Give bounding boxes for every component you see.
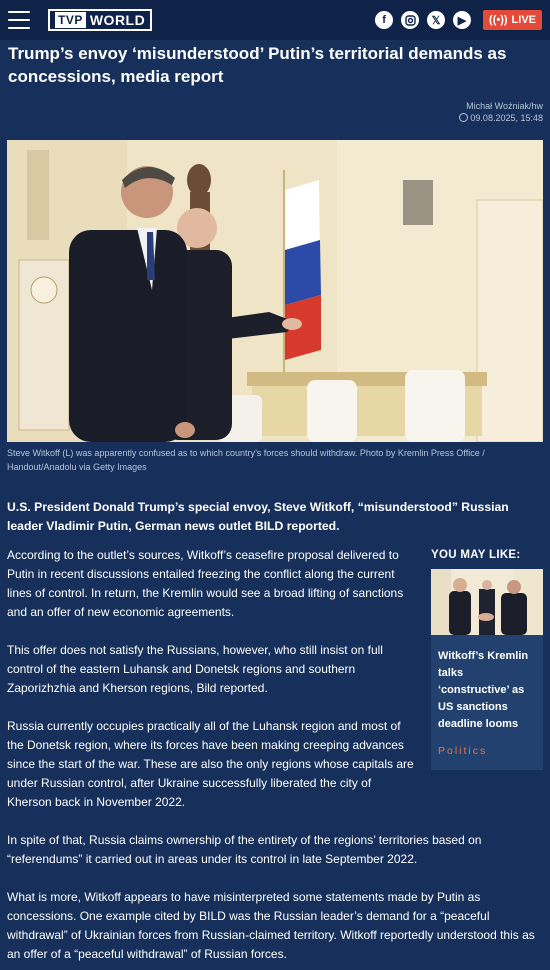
article-lead: U.S. President Donald Trump’s special envoy, Steve Witkoff, “misunderstood” Russian leader Vladimir Putin, German news outlet BILD reported. (7, 500, 509, 533)
site-logo[interactable] (48, 9, 152, 31)
you-may-like-title: YOU MAY LIKE: (431, 549, 521, 561)
paragraph: This offer does not satisfy the Russians, however, who still insist on full control of the eastern Luhansk and Donetsk regions and southern Zaporizhzhia and Kherson regions, Bild reported. (7, 643, 383, 695)
paragraph: In spite of that, Russia claims ownership of the entirety of the regions’ territories based on “referendums” it carried out in areas under its control in late September 2022. (7, 833, 482, 866)
social-links (375, 10, 542, 30)
paragraph: What is more, Witkoff appears to have misinterpreted some statements made by Putin as concessions. One example cited by BILD was the Russian leader’s demand for a “peaceful withdrawal” of Ukrainian forces from Russian-claimed territory. Witkoff reportedly understood this as an offer of a “peaceful withdrawal” of Russian forces. (7, 890, 535, 961)
broadcast-icon: ((•)) (489, 14, 508, 26)
x-icon[interactable]: 𝕏 (427, 11, 445, 29)
photo-caption: Steve Witkoff (L) was apparently confused as to which country’s forces should withdraw. Photo by Kremlin Press Office / Handout/Anadolu via Getty Images (7, 448, 485, 472)
live-label: LIVE (511, 14, 536, 26)
paragraph: Russia currently occupies practically all of the Luhansk region and most of the Donetsk region, where its forces have been making creeping advances since the start of the war. These are also the only regions whose capitals are under Russian control, after Ukraine successfully liberated the city of Kherson back in November 2022. (7, 719, 414, 809)
hamburger-menu-icon[interactable] (8, 11, 30, 29)
instagram-icon[interactable] (401, 11, 419, 29)
live-button[interactable] (483, 10, 542, 30)
article-photo (7, 140, 543, 442)
article-title: Trump’s envoy ‘misunderstood’ Putin’s territorial demands as concessions, media report (8, 44, 507, 86)
paragraph: According to the outlet’s sources, Witkoff’s ceasefire proposal delivered to Putin in recent discussions entailed freezing the conflict along the current lines of control. In return, the Kremlin would see a broad lifting of sanctions and an offer of new economic agreements. (7, 548, 404, 619)
logo-box-text: TVP (55, 12, 86, 28)
you-may-like (431, 549, 543, 770)
related-article-title[interactable]: Witkoff’s Kremlin talks ‘constructive’ as US sanctions deadline looms (438, 650, 529, 730)
clock-icon (459, 113, 468, 122)
top-navigation-bar (0, 0, 550, 40)
related-article-category[interactable]: Politics (438, 745, 488, 757)
facebook-icon[interactable]: f (375, 11, 393, 29)
article-date: 09.08.2025, 15:48 (470, 113, 543, 123)
related-article-card[interactable] (431, 569, 543, 770)
logo-word: WORLD (89, 12, 146, 28)
article-author[interactable]: Michał Woźniak/hw (466, 101, 543, 111)
article-byline (459, 100, 543, 124)
youtube-icon[interactable]: ▶ (453, 11, 471, 29)
related-article-thumbnail[interactable] (431, 569, 543, 635)
